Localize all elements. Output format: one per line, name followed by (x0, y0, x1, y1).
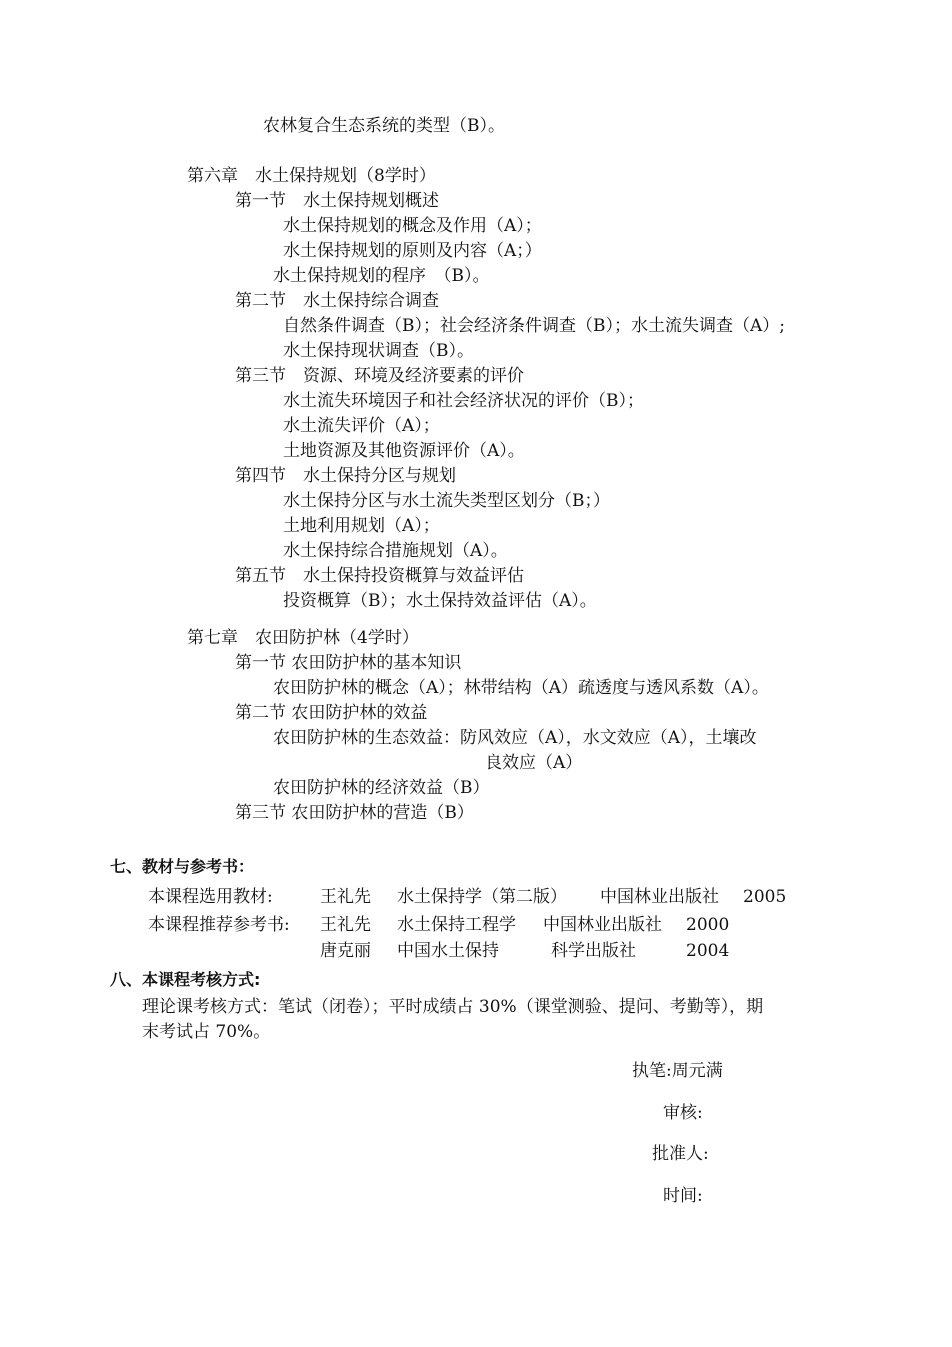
reference-year: 2004 (686, 941, 730, 961)
text-line: 水土保持规划的概念及作用（A）； (283, 216, 542, 236)
section-heading: 第一节 水土保持规划概述 (235, 191, 439, 211)
section-heading: 第三节 农田防护林的营造（B） (235, 803, 474, 823)
reference-title: 中国水土保持 (397, 941, 499, 961)
signoff-reviewer: 审核: (663, 1103, 703, 1123)
signoff-approver: 批准人: (652, 1144, 709, 1164)
reference-publisher: 科学出版社 (551, 941, 636, 961)
assessment-text: 理论课考核方式：笔试（闭卷）；平时成绩占 30%（课堂测验、提问、考勤等），期 (142, 997, 764, 1017)
reference-author: 王礼先 (320, 915, 371, 935)
section-heading: 第二节 水土保持综合调查 (235, 291, 439, 311)
signoff-author: 执笔:周元满 (632, 1061, 723, 1081)
text-line: 水土流失评价（A）； (283, 416, 440, 436)
text-line: 农林复合生态系统的类型（B）。 (263, 116, 505, 136)
assessment-text: 末考试占 70%。 (142, 1022, 271, 1042)
text-line: 水土保持规划的程序 （B）。 (273, 266, 490, 286)
section-heading: 第一节 农田防护林的基本知识 (235, 653, 462, 673)
section7-heading: 七、教材与参考书： (110, 857, 255, 876)
reference-year: 2000 (686, 915, 730, 935)
reference-title: 水土保持工程学 (397, 915, 516, 935)
reference-author: 唐克丽 (320, 941, 371, 961)
text-line: 良效应（A） (485, 753, 583, 773)
textbook-publisher: 中国林业出版社 (600, 887, 719, 907)
text-line: 农田防护林的经济效益（B） (273, 778, 490, 798)
text-line: 投资概算（B）；水土保持效益评估（A）。 (283, 591, 597, 611)
reference-publisher: 中国林业出版社 (543, 915, 662, 935)
text-line: 水土保持综合措施规划（A）。 (283, 541, 508, 561)
section-heading: 第五节 水土保持投资概算与效益评估 (235, 566, 524, 586)
textbook-year: 2005 (743, 887, 787, 907)
text-line: 农田防护林的生态效益：防风效应（A），水文效应（A），土壤改 (273, 728, 757, 748)
chapter-heading: 第七章 农田防护林（4学时） (187, 628, 419, 648)
text-line: 水土流失环境因子和社会经济状况的评价（B）； (283, 391, 644, 411)
textbook-title: 水土保持学（第二版） (397, 887, 567, 907)
text-line: 水土保持现状调查（B）。 (283, 341, 474, 361)
textbook-label: 本课程选用教材: (148, 887, 273, 907)
section8-heading: 八、本课程考核方式: (110, 970, 261, 989)
textbook-author: 王礼先 (320, 887, 371, 907)
reference-label: 本课程推荐参考书: (148, 915, 290, 935)
section-heading: 第二节 农田防护林的效益 (235, 703, 428, 723)
signoff-date: 时间: (663, 1186, 703, 1206)
text-line: 农田防护林的概念（A）；林带结构（A）疏透度与透风系数（A）。 (273, 678, 769, 698)
section-heading: 第三节 资源、环境及经济要素的评价 (235, 366, 524, 386)
text-line: 水土保持规划的原则及内容（A；） (283, 241, 542, 261)
text-line: 自然条件调查（B）；社会经济条件调查（B）；水土流失调查（A）; (283, 316, 785, 336)
section-heading: 第四节 水土保持分区与规划 (235, 466, 456, 486)
text-line: 土地资源及其他资源评价（A）。 (283, 441, 525, 461)
text-line: 土地利用规划（A）； (283, 516, 440, 536)
chapter-heading: 第六章 水土保持规划（8学时） (187, 166, 436, 186)
text-line: 水土保持分区与水土流失类型区划分（B；） (283, 491, 610, 511)
